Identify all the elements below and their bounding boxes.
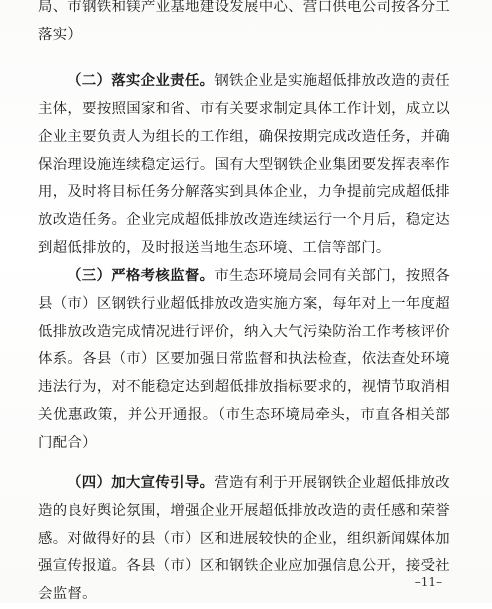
paragraph-text: 市生态环境局会同有关部门，按照各县（市）区钢铁行业超低排放改造实施方案，每年对上一年度超低排放改造完成情况进行评价，纳入大气污染防治工作考核评价体系。各县（市）区要加强日常监督和执法检查，依法查处环境违法行为，对不能稳定达到超低排放指标要求的，视情节取消相关优惠政策，并公开通报。（市生态环境局牵头，市直各相关部门配合） [38, 268, 450, 451]
section-heading: （三）严格考核监督。 [67, 267, 215, 285]
paragraph-text: 营造有利于开展钢铁企业超低排放改造的良好舆论氛围，增强企业开展超低排放改造的责任感和荣誉感。对做得好的县（市）区和进展较快的企业，组织新闻媒体加强宣传报道。各县（市）区和钢铁企业应加强信息公开，接受社会监督。 [38, 475, 450, 603]
section-heading: （二）落实企业责任。 [67, 72, 215, 90]
paragraph-continuation [38, 0, 450, 49]
section-heading: （四）加大宣传引导。 [67, 474, 215, 492]
paragraph-text: 局、市钢铁和镁产业基地建设发展中心、营口供电公司按各分工落实） [38, 0, 450, 43]
paragraph-assessment-supervision [38, 262, 450, 457]
paragraph-enterprise-responsibility [38, 67, 450, 262]
document-body [38, 0, 450, 609]
paragraph-text: 钢铁企业是实施超低排放改造的责任主体，要按照国家和省、市有关要求制定具体工作计划，成立以企业主要负责人为组长的工作组，确保按期完成改造任务，并确保治理设施连续稳定运行。国有大型钢铁企业集团要发挥表率作用，及时将目标任务分解落实到具体企业，力争提前完成超低排放改造任务。企业完成超低排放改造连续运行一个月后，稳定达到超低排放的，及时报送当地生态环境、工信等部门。 [38, 73, 450, 256]
paragraph-publicity-guidance [38, 469, 450, 609]
page-number: –11– [414, 575, 442, 589]
